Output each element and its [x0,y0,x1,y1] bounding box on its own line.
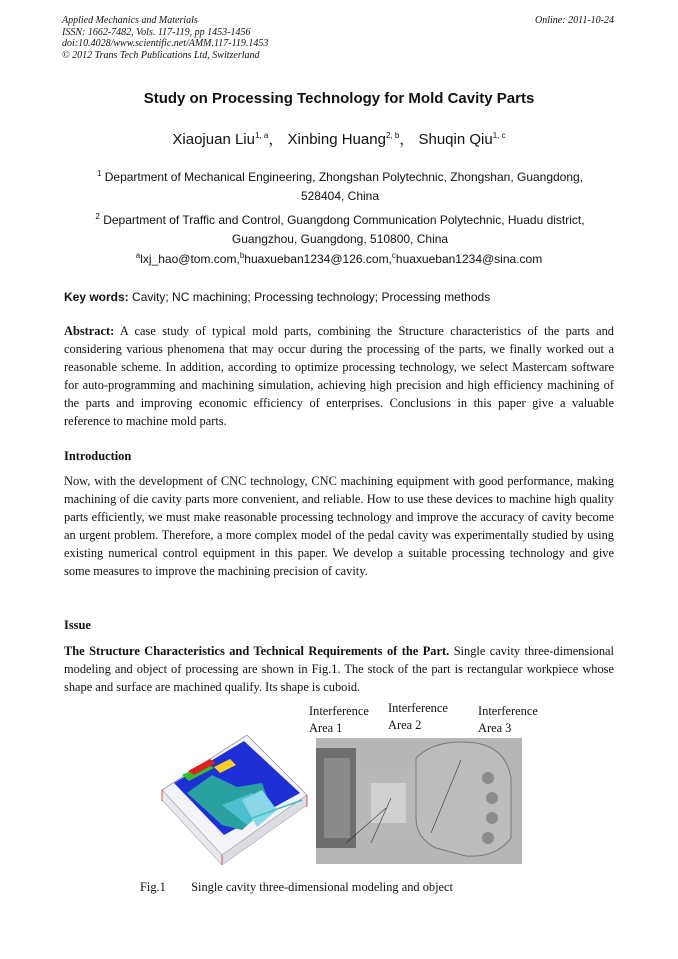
author-name: Xinbing Huang [287,131,386,148]
author-sup: 1, a [254,131,269,140]
author-sup: 2, b [385,131,400,140]
label-line: Interference [309,704,369,718]
email-sup: b [239,251,245,260]
author-name: Shuqin Qiu [418,131,493,148]
interference-label-3 [478,703,538,737]
online-date: Online: 2011-10-24 [535,15,614,26]
author-name: Xiaojuan Liu [172,131,255,148]
caption-text: Single cavity three-dimensional modeling and object [191,880,453,894]
affiliation-2 [80,207,600,249]
label-line: Interference [388,701,448,715]
keywords-text: Cavity; NC machining; Processing technology; Processing methods [132,290,491,304]
email-sup: a [135,251,141,260]
author-sep: ， [268,131,284,148]
author-sep: ， [399,131,415,148]
label-line: Area 3 [478,721,512,735]
affiliation-text: Department of Mechanical Engineering, Zhongshan Polytechnic, Zhongshan, Guangdong, 528404, China [104,170,584,203]
interference-label-1 [309,703,369,737]
keywords-label: Key words: [64,290,129,304]
journal-header [62,15,268,61]
part-photo [316,738,522,864]
abstract-text: A case study of typical mold parts, combining the Structure characteristics of the parts and considering various phenomena that may occur during the processing of the parts, we finally worked out a reasonable scheme. In addition, according to optimize processing technology, we select Mastercam software for auto-programming and machining simulation, achieving high precision and high efficiency machining of the parts and improving economic efficiency of enterprises. Conclusions in this paper give a valuable reference to machine mold parts. [64,324,614,428]
journal-name: Applied Mechanics and Materials [62,15,198,26]
affiliation-sup: 2 [95,212,100,221]
abstract-label: Abstract: [64,324,115,338]
email-sup: c [391,251,396,260]
abstract [64,322,614,430]
affiliation-text: Department of Traffic and Control, Guangdong Communication Polytechnic, Huadu district, Guangzhou, Guangdong, 510800, China [103,213,585,246]
cad-model-image [152,735,312,865]
email-address: huaxueban1234@126.com, [244,252,392,266]
issue-paragraph [64,642,614,696]
email-list [0,251,678,266]
issue-heading: Issue [64,618,91,632]
interference-label-2 [388,700,448,734]
caption-number: Fig.1 [140,880,166,894]
issue-text: Single cavity three-dimensional modeling and object of processing are shown in Fig.1. The stock of the part is rectangular workpiece whose shape and surface are machined qualify. Its shape is cuboid. [64,644,615,694]
issn-line: ISSN: 1662-7482, Vols. 117-119, pp 1453-1456 [62,26,251,38]
copyright-line: © 2012 Trans Tech Publications Ltd, Switzerland [62,49,260,61]
author-list [0,128,678,149]
figure-1 [0,700,678,900]
email-address: huaxueban1234@sina.com [395,252,543,266]
introduction-text: Now, with the development of CNC technology, CNC machining equipment with good performance, making machining of die cavity parts more convenient, and reliable. How to use these devices to machine high quality parts efficiently, we must make reasonable processing technology and improve the accuracy of cavity become an urgent problem. Therefore, a more complex model of the pedal cavity was experimentally studied by using existing numerical control equipment in this paper. We develop a suitable processing technology and give some measures to improve the machining precision of cavity. [64,474,614,578]
email-address: lxj_hao@tom.com, [140,252,240,266]
doi-line: doi:10.4028/www.scientific.net/AMM.117-119.1453 [62,38,269,49]
affiliation-sup: 1 [96,169,102,178]
affiliation-1 [80,164,600,206]
paper-title: Study on Processing Technology for Mold Cavity Parts [143,90,535,107]
label-line: Area 2 [388,718,422,732]
keywords [64,290,616,304]
issue-lead: The Structure Characteristics and Technical Requirements of the Part. [64,644,450,658]
figure-caption [140,880,453,895]
label-line: Area 1 [309,721,343,735]
label-line: Interference [478,704,538,718]
author-sup: 1, c [492,131,506,140]
introduction-heading: Introduction [64,449,132,463]
